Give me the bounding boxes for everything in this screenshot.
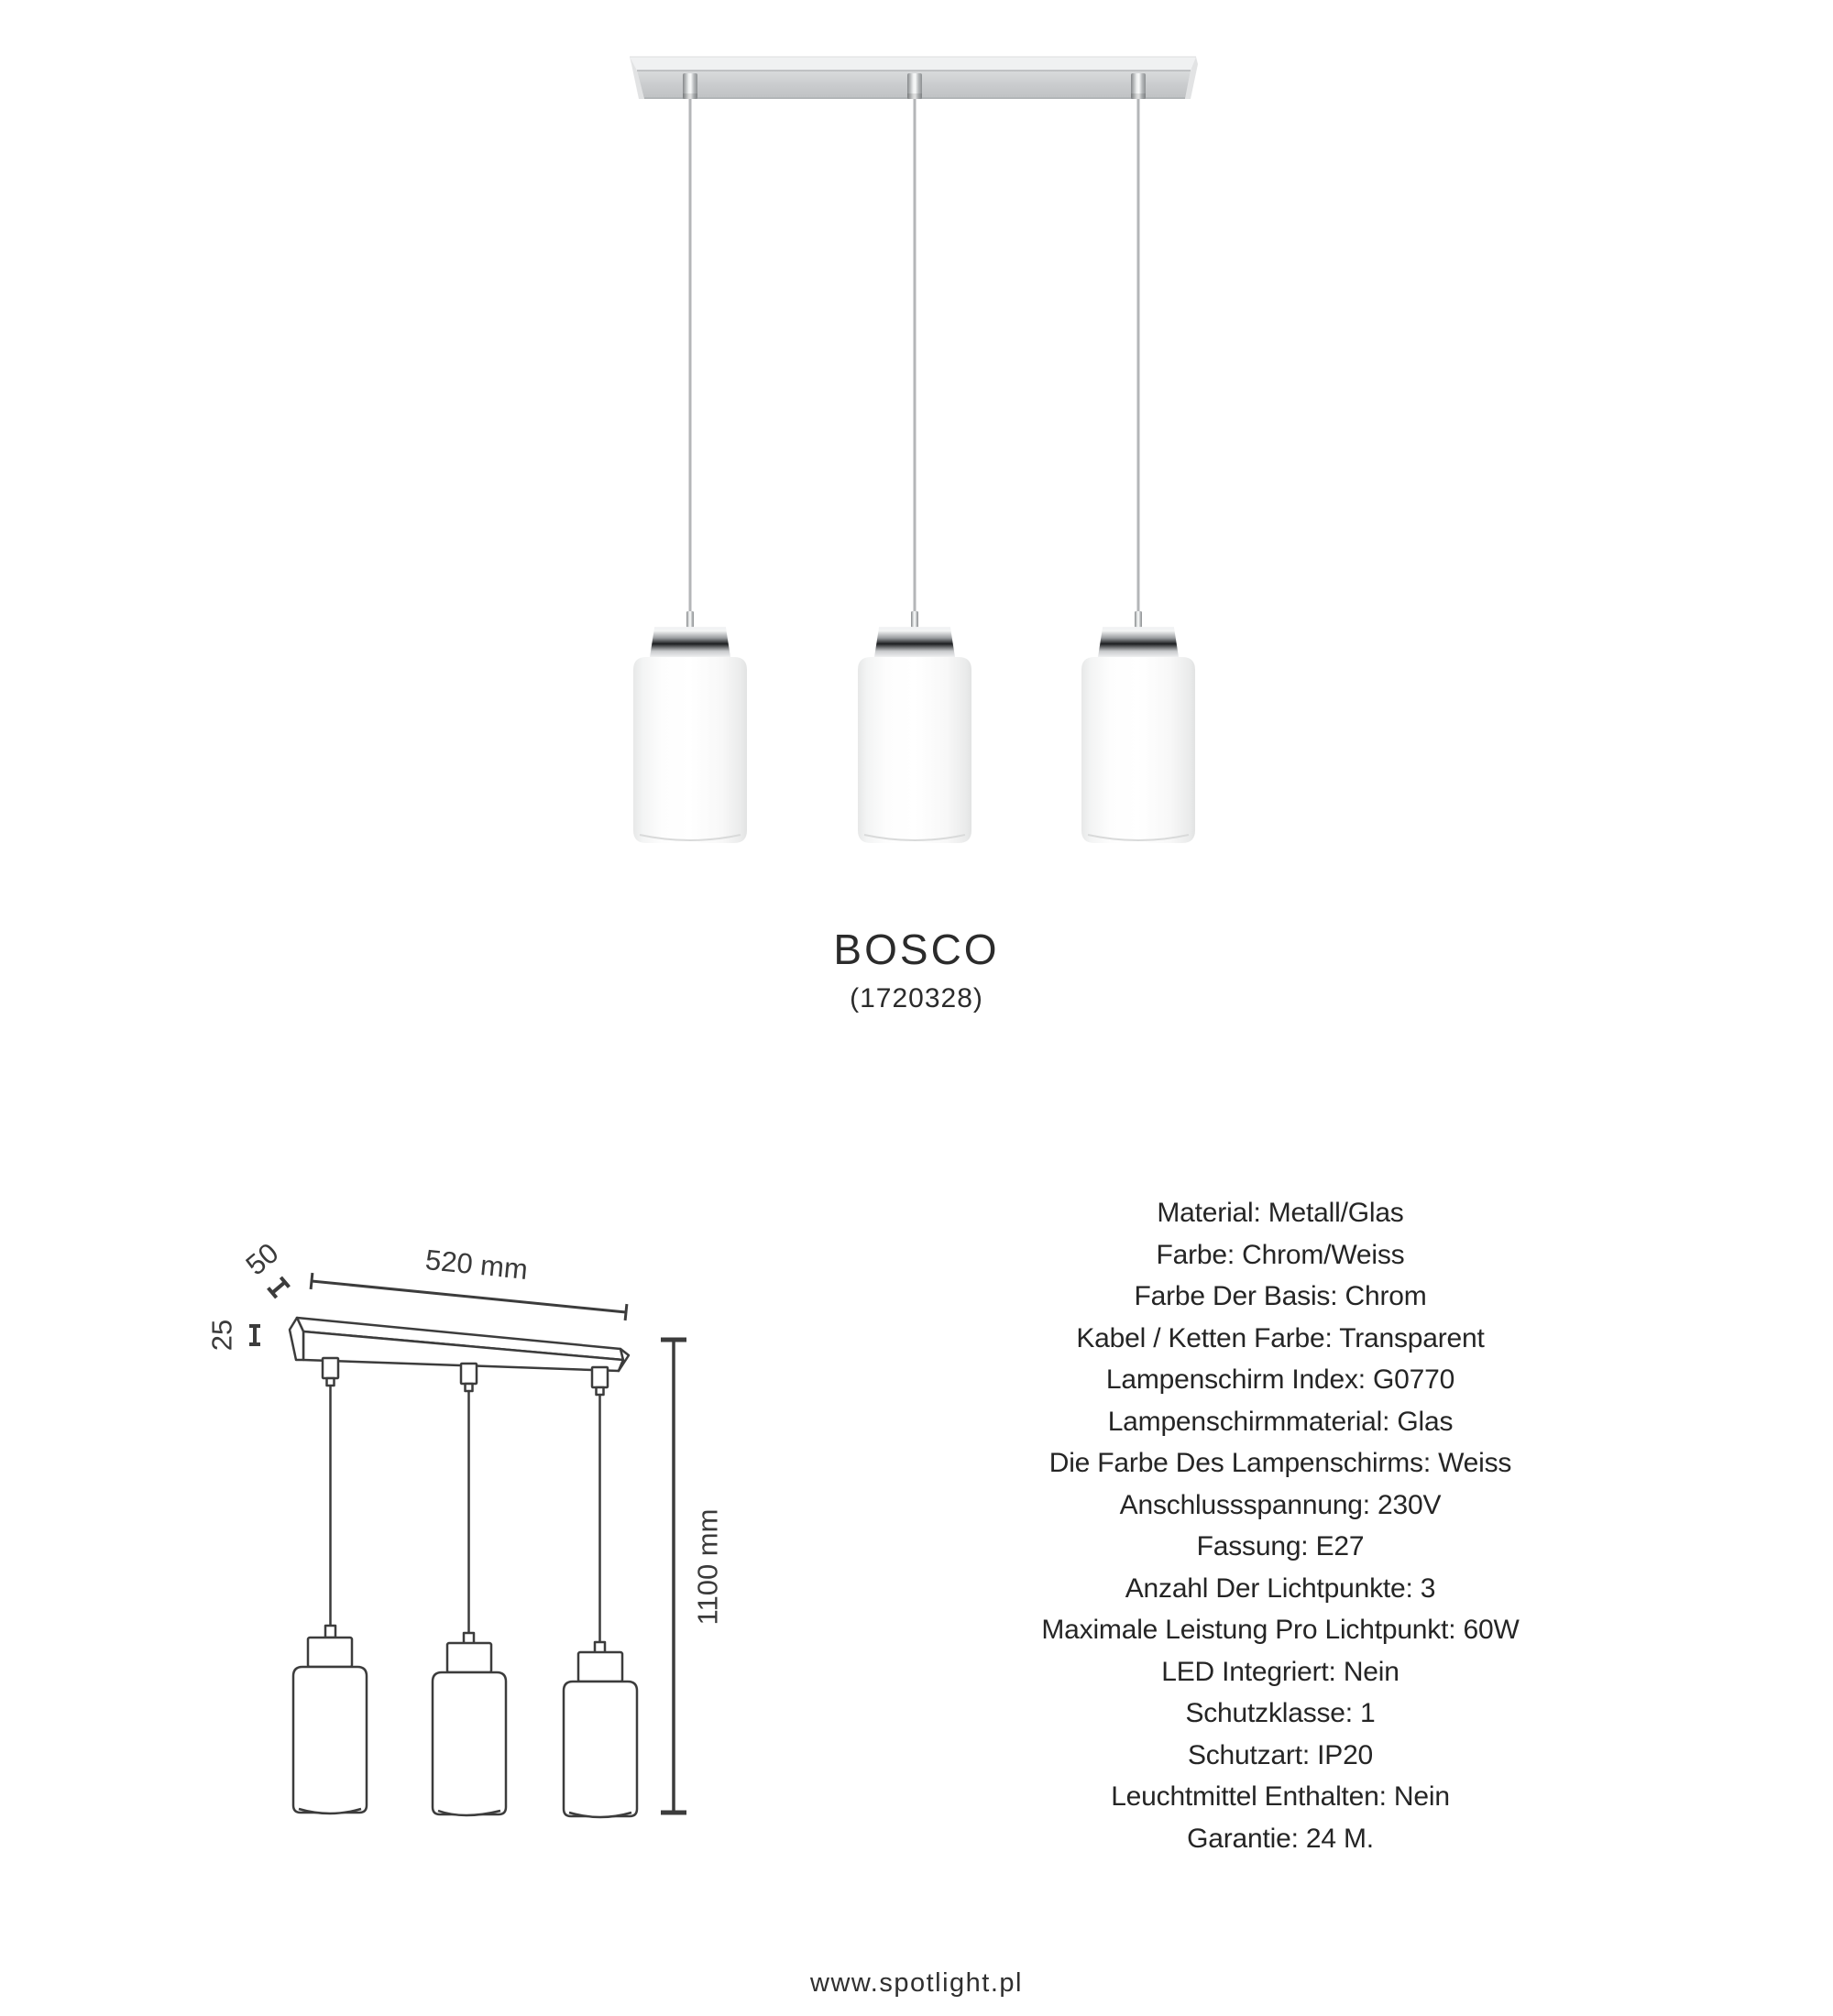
pendant-right — [1081, 73, 1195, 843]
drawing-cords — [331, 1386, 600, 1642]
depth-marker — [269, 1277, 290, 1298]
spec-row: Kabel / Ketten Farbe: Transparent — [1076, 1322, 1485, 1353]
spec-row: Fassung: E27 — [1196, 1531, 1365, 1561]
spec-row: Leuchtmittel Enthalten: Nein — [1111, 1781, 1450, 1812]
spec-row: Lampenschirm Index: G0770 — [1105, 1364, 1455, 1395]
website-url: www.spotlight.pl — [810, 1968, 1023, 1998]
height-dimension — [661, 1340, 686, 1813]
product-photo — [605, 37, 1228, 889]
dimension-drawing — [165, 1219, 752, 1842]
depth-dimension-label: 50 — [239, 1236, 285, 1282]
drawing-ceiling-bar — [290, 1318, 629, 1371]
spec-row: Farbe: Chrom/Weiss — [1156, 1239, 1405, 1270]
bar-height-marker — [249, 1326, 260, 1344]
bar-height-dimension-label: 25 — [205, 1319, 238, 1352]
pendant-left — [633, 73, 747, 843]
spec-row: Anschlussspannung: 230V — [1119, 1489, 1442, 1520]
spec-list — [822, 1192, 1739, 1859]
spec-row: Garantie: 24 M. — [1187, 1823, 1374, 1854]
product-code: (1720328) — [850, 983, 983, 1013]
pendant-middle — [858, 73, 971, 843]
product-name: BOSCO — [833, 926, 1000, 973]
footer — [0, 1968, 1833, 1999]
width-dimension-label: 520 mm — [423, 1244, 530, 1286]
spec-row: Die Farbe Des Lampenschirms: Weiss — [1048, 1448, 1512, 1478]
spec-row: Material: Metall/Glas — [1157, 1198, 1404, 1228]
title-block — [550, 927, 1283, 1013]
spec-row: Anzahl Der Lichtpunkte: 3 — [1125, 1572, 1436, 1604]
width-dimension — [311, 1273, 627, 1320]
drawing-shades — [293, 1667, 637, 1817]
spec-row: Schutzart: IP20 — [1187, 1739, 1374, 1770]
spec-row: Farbe Der Basis: Chrom — [1134, 1281, 1427, 1311]
spec-row: LED Integriert: Nein — [1161, 1656, 1399, 1687]
spec-row: Schutzklasse: 1 — [1185, 1698, 1376, 1728]
height-dimension-label: 1100 mm — [691, 1508, 724, 1626]
spec-row: Lampenschirmmaterial: Glas — [1107, 1406, 1454, 1437]
spec-row: Maximale Leistung Pro Lichtpunkt: 60W — [1041, 1615, 1520, 1645]
